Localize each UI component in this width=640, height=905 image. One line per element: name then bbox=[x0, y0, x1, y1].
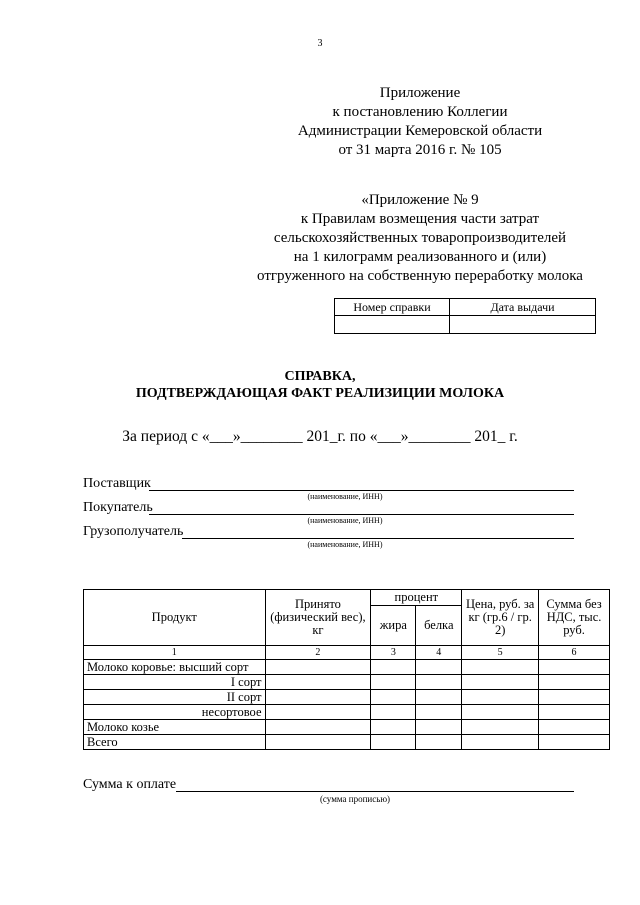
appendix-line: к постановлению Коллегии bbox=[332, 104, 508, 120]
document-title bbox=[0, 368, 640, 402]
table-cell[interactable] bbox=[539, 675, 610, 690]
column-number: 2 bbox=[265, 646, 371, 660]
buyer-hint: (наименование, ИНН) bbox=[307, 516, 383, 525]
column-number: 6 bbox=[539, 646, 610, 660]
document-title-line: ПОДТВЕРЖДАЮЩАЯ ФАКТ РЕАЛИЗИЦИИ МОЛОКА bbox=[135, 386, 505, 401]
certificate-table bbox=[334, 298, 596, 334]
table-cell[interactable] bbox=[462, 660, 539, 675]
table-row bbox=[84, 690, 610, 705]
appendix9-line: на 1 килограмм реализованного и (или) bbox=[293, 249, 547, 265]
table-cell[interactable] bbox=[539, 705, 610, 720]
milk-sales-table bbox=[83, 589, 610, 750]
table-cell[interactable] bbox=[416, 705, 462, 720]
percent-header: процент bbox=[371, 590, 462, 606]
appendix-line: Администрации Кемеровской области bbox=[297, 123, 543, 139]
document-title-line: СПРАВКА, bbox=[284, 369, 356, 384]
table-cell[interactable] bbox=[265, 660, 371, 675]
table-cell[interactable] bbox=[416, 720, 462, 735]
column-number: 3 bbox=[371, 646, 416, 660]
column-number: 4 bbox=[416, 646, 462, 660]
appendix9-line: отгруженного на собственную переработку молока bbox=[257, 268, 583, 284]
table-row bbox=[84, 705, 610, 720]
table-cell[interactable] bbox=[539, 735, 610, 750]
table-cell[interactable] bbox=[371, 720, 416, 735]
product-header: Продукт bbox=[84, 590, 266, 646]
row-label: I сорт bbox=[84, 675, 266, 690]
accepted-weight-header: Принято (физический вес), кг bbox=[265, 590, 371, 646]
table-cell[interactable] bbox=[371, 735, 416, 750]
table-cell[interactable] bbox=[416, 660, 462, 675]
issue-date-cell[interactable] bbox=[450, 316, 596, 334]
table-cell[interactable] bbox=[462, 705, 539, 720]
table-cell[interactable] bbox=[371, 690, 416, 705]
row-label: несортовое bbox=[84, 705, 266, 720]
row-label: Молоко коровье: высший сорт bbox=[84, 660, 266, 675]
table-cell[interactable] bbox=[416, 690, 462, 705]
table-cell[interactable] bbox=[265, 735, 371, 750]
appendix9-line: сельскохозяйственных товаропроизводителей bbox=[273, 230, 567, 246]
protein-header: белка bbox=[416, 606, 462, 646]
table-cell[interactable] bbox=[371, 660, 416, 675]
appendix9-line: «Приложение № 9 bbox=[361, 192, 479, 208]
consignee-hint: (наименование, ИНН) bbox=[307, 540, 383, 549]
table-cell[interactable] bbox=[539, 690, 610, 705]
table-cell[interactable] bbox=[539, 720, 610, 735]
table-row bbox=[84, 660, 610, 675]
buyer-line[interactable] bbox=[149, 514, 574, 515]
table-cell[interactable] bbox=[265, 705, 371, 720]
row-label: II сорт bbox=[84, 690, 266, 705]
table-row bbox=[84, 720, 610, 735]
payment-line[interactable] bbox=[176, 791, 574, 792]
payment-label: Сумма к оплате bbox=[83, 777, 177, 792]
sum-header: Сумма без НДС, тыс. руб. bbox=[539, 590, 610, 646]
appendix9-line: к Правилам возмещения части затрат bbox=[300, 211, 540, 227]
supplier-label: Поставщик bbox=[83, 476, 151, 491]
row-label: Всего bbox=[84, 735, 266, 750]
supplier-hint: (наименование, ИНН) bbox=[307, 492, 383, 501]
certificate-number-cell[interactable] bbox=[335, 316, 450, 334]
appendix-header bbox=[230, 84, 610, 160]
table-cell[interactable] bbox=[371, 675, 416, 690]
table-cell[interactable] bbox=[371, 705, 416, 720]
table-cell[interactable] bbox=[539, 660, 610, 675]
table-cell[interactable] bbox=[416, 735, 462, 750]
column-number: 1 bbox=[84, 646, 266, 660]
fat-header: жира bbox=[371, 606, 416, 646]
table-cell[interactable] bbox=[462, 675, 539, 690]
table-row bbox=[84, 735, 610, 750]
table-cell[interactable] bbox=[265, 690, 371, 705]
period-line: За период с «___»________ 201_г. по «___»________ 201_ г. bbox=[122, 428, 518, 445]
consignee-line[interactable] bbox=[182, 538, 574, 539]
issue-date-header: Дата выдачи bbox=[450, 299, 596, 316]
page-number: 3 bbox=[317, 38, 323, 49]
table-cell[interactable] bbox=[462, 735, 539, 750]
consignee-label: Грузополучатель bbox=[83, 524, 184, 539]
table-cell[interactable] bbox=[416, 675, 462, 690]
appendix9-header bbox=[240, 191, 600, 286]
column-number: 5 bbox=[462, 646, 539, 660]
table-row bbox=[84, 675, 610, 690]
table-cell[interactable] bbox=[265, 675, 371, 690]
table-cell[interactable] bbox=[462, 690, 539, 705]
certificate-number-header: Номер справки bbox=[335, 299, 450, 316]
price-header: Цена, руб. за кг (гр.6 / гр. 2) bbox=[462, 590, 539, 646]
table-cell[interactable] bbox=[462, 720, 539, 735]
row-label: Молоко козье bbox=[84, 720, 266, 735]
buyer-label: Покупатель bbox=[83, 500, 153, 515]
appendix-line: от 31 марта 2016 г. № 105 bbox=[338, 142, 502, 158]
payment-hint: (сумма прописью) bbox=[319, 794, 391, 804]
appendix-line: Приложение bbox=[379, 85, 461, 101]
supplier-line[interactable] bbox=[149, 490, 574, 491]
table-cell[interactable] bbox=[265, 720, 371, 735]
